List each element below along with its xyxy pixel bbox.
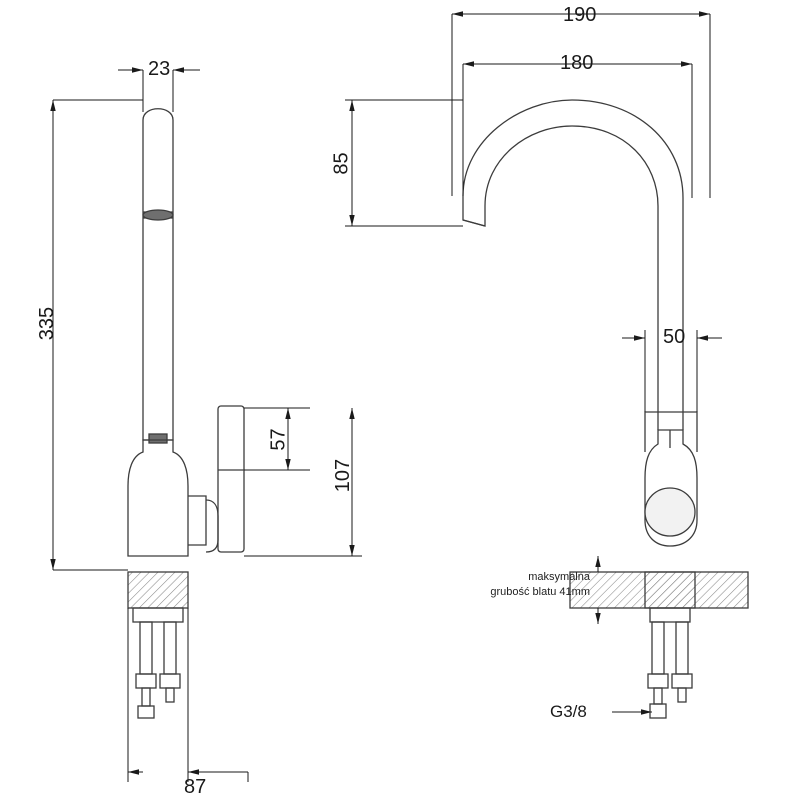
countertop-note	[452, 570, 590, 600]
dimension-335-label: 335	[36, 306, 59, 341]
dimension-23-label: 23	[148, 58, 171, 80]
dimension-190-label: 190	[563, 4, 597, 26]
dimension-50-label: 50	[663, 326, 686, 348]
dimension-85-label: 85	[330, 152, 353, 175]
dimension-57-label: 57	[267, 428, 290, 451]
side-view-geometry	[463, 100, 748, 718]
dimension-180-label: 180	[560, 52, 594, 74]
dimension-lines	[53, 14, 722, 782]
dimension-107-label: 107	[332, 458, 355, 493]
front-view-geometry	[128, 109, 244, 718]
countertop-note-line1: maksymalna	[528, 571, 590, 583]
countertop-note-line2: grubość blatu 41mm	[490, 585, 590, 598]
thread-size-label: G3/8	[550, 702, 587, 721]
dimension-87-label: 87	[184, 776, 207, 798]
